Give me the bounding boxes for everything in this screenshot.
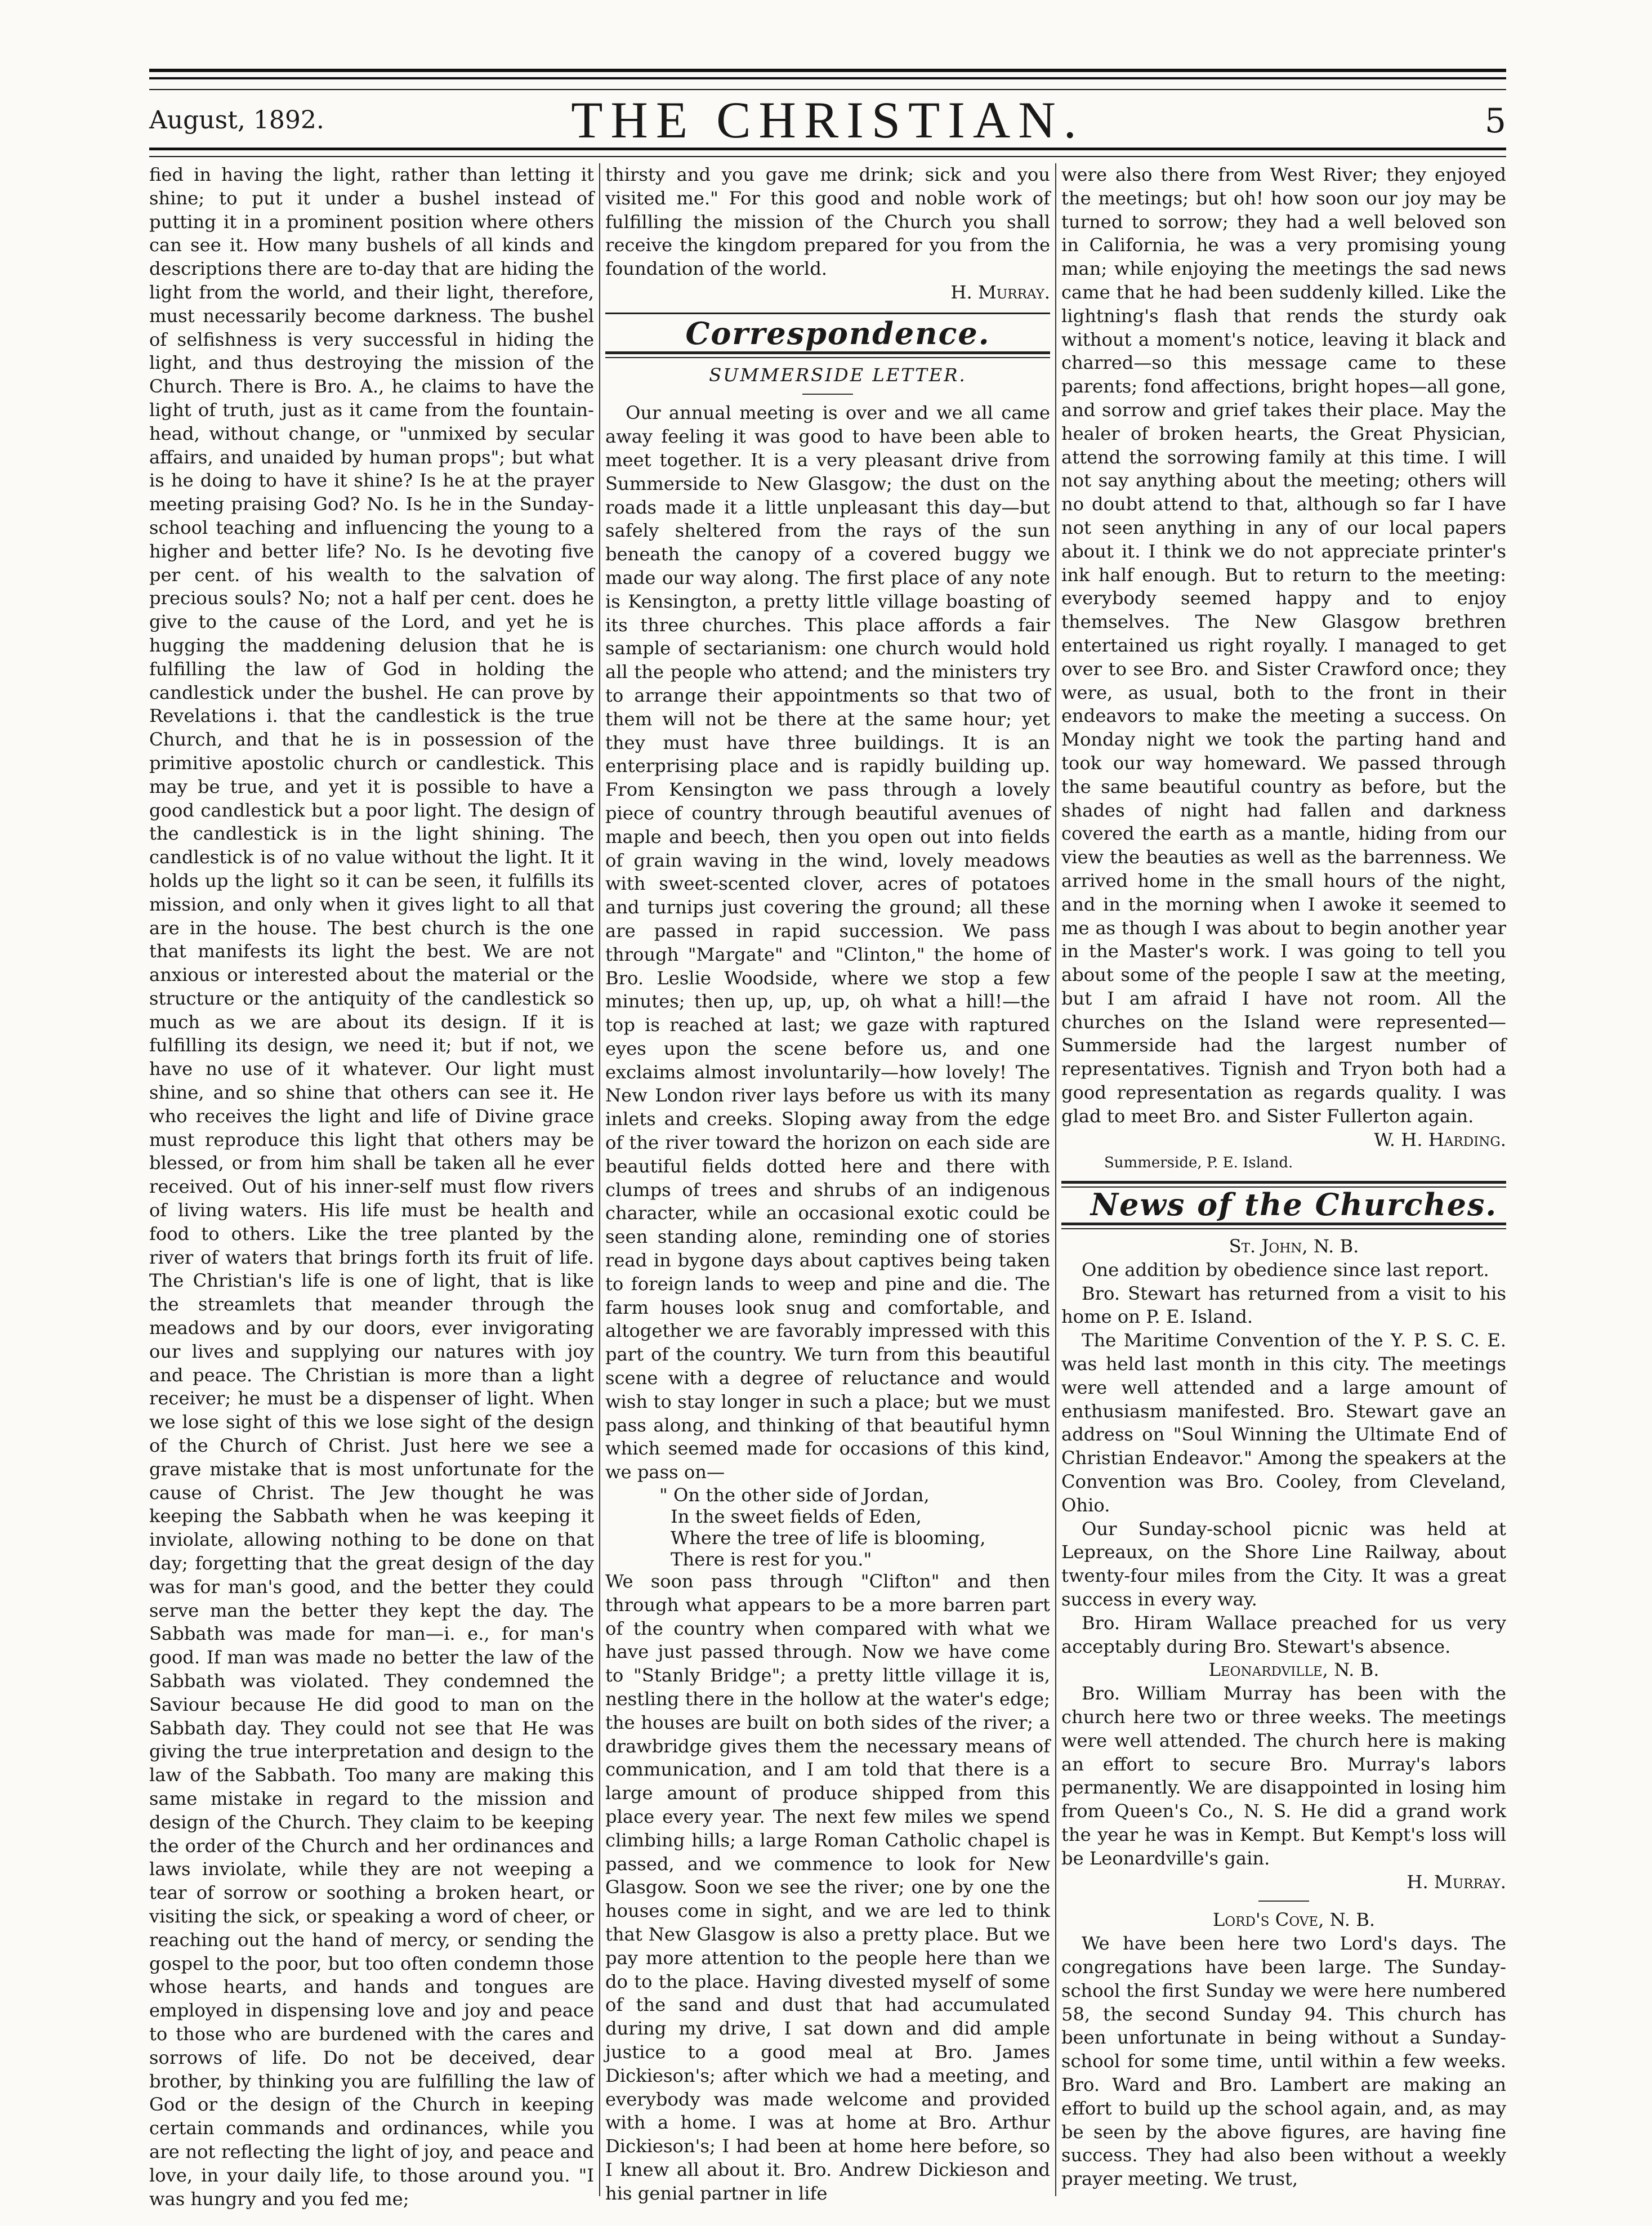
poem-line: Where the tree of life is blooming, — [671, 1527, 986, 1549]
divider — [605, 351, 1050, 358]
author-signature: H. Murray. — [1407, 1871, 1506, 1893]
section-heading-correspondence: Correspondence. — [685, 315, 990, 351]
column-1 — [149, 163, 594, 2210]
section-heading-news: News of the Churches. — [1090, 1186, 1498, 1223]
news-paragraph: Bro. William Murray has been with the church here two or three weeks. The meetings were well attended. The church here is making an effort to secure Bro. Murray's labors permanently. We are disappointed in losing him from Queen's Co., N. S. He did a grand work the year he was in Kempt. But Kempt's loss will be Leonardville's gain. — [1061, 1683, 1506, 1869]
news-paragraph: We have been here two Lord's days. The congregations have been large. The Sunday-school the first Sunday we were here numbered 58, the second Sunday 94. This church has been unfortunate in being without a Sunday-school for some time, until within a few weeks. Bro. Ward and Bro. Lambert are making an effort to build up the school again, and, as may be seen by the above figures, are having fine success. They had also been without a weekly prayer meeting. We trust, — [1061, 1933, 1506, 2190]
article-paragraph: thirsty and you gave me drink; sick and you visited me." For this good and noble work of fulfilling the mission of the Church you shall receive the kingdom prepared for you from the foundation of the world. — [605, 164, 1050, 280]
top-rule — [149, 69, 1506, 90]
location-heading: Lord's Cove, N. B. — [1212, 1909, 1376, 1931]
issue-date: August, 1892. — [149, 106, 324, 135]
short-divider — [1258, 1901, 1309, 1902]
news-paragraph: Our Sunday-school picnic was held at Lepreaux, on the Shore Line Railway, about twenty-four miles from the City. It was a great success in every way. — [1061, 1518, 1506, 1611]
letter-title: SUMMERSIDE LETTER. — [709, 364, 967, 386]
hymn-quote — [639, 1484, 1050, 1570]
article-paragraph: fied in having the light, rather than letting it shine; to put it under a bushel instead of putting it in a prominent position where others can see it. How many bushels of all kinds and descriptions there are to-day that are hiding the light from the world, and their light, therefore, must necessarily become darkness. The bushel of selfishness is very successful in hiding the light, and thus destroying the mission of the Church. There is Bro. A., he claims to have the light of truth, just as it came from the fountain-head, without change, or "unmixed by secular affairs, and unaided by human props"; but what is he doing to have it shine? Is he at the prayer meeting praising God? No. Is he in the Sunday-school teaching and influencing the young to a higher and better life? No. Is he devoting five per cent. of his wealth to the salvation of precious souls? No; not a half per cent. does he give to the cause of the Lord, and yet he is hugging the maddening delusion that he is fulfilling the law of God in holding the candlestick under the bushel. He can prove by Revelations i. that the candlestick is the true Church, and that he is in possession of the primitive apostolic church or candlestick. This may be true, and yet it is possible to have a good candlestick but a poor light. The design of the candlestick is in the light shining. The candlestick is of no value without the light. It it holds up the light so it can be seen, it fulfills its mission, and only when it gives light to all that are in the house. The best church is the one that manifests its light the best. We are not anxious or interested about the material or the structure or the antiquity of the candlestick so much as we are about its design. If it is fulfilling its design, we need it; but if not, we have no use of it whatever. Our light must shine, and so shine that others can see it. He who receives the light and life of Divine grace must reproduce this light that others may be blessed, or from him shall be taken all he ever received. Out of his inner-self must flow rivers of living waters. His life must be health and food to others. Like the tree planted by the river of waters that brings forth its fruit of life. The Christian's life is one of light, that is like the streamlets that meander through the meadows and by our doors, ever invigorating our lives and supplying our natures with joy and peace. The Christian is more than a light receiver; he must be a dispenser of light. When we lose sight of this we lose sight of the design of the Church of Christ. Just here we see a grave mistake that is most unfortunate for the cause of Christ. The Jew thought he was keeping the Sabbath when he was keeping it inviolate, allowing nothing to be done on that day; forgetting that the great design of the day was for man's good, and the better they could serve man the better they kept the day. The Sabbath was made for man—i. e., for man's good. If man was made no better the law of the Sabbath was violated. They condemned the Saviour because He did good to man on the Sabbath day. They could not see that He was giving the true interpretation and design to the law of the Sabbath. Too many are making this same mistake in regard to the mission and design of the Church. They claim to be keeping the order of the Church and her ordinances and laws inviolate, while they are not weeping a tear of sorrow or soothing a broken heart, or visiting the sick, or speaking a word of cheer, or reaching out the hand of mercy, or sending the gospel to the poor, but too often condemn those whose hearts, and hands and tongues are employed in dispensing love and joy and peace to those who are burdened with the cares and sorrows of life. Do not be deceived, dear brother, by thinking you are fulfilling the law of God or the design of the Church in keeping certain commands and ordinances, while you are not reflecting the light of joy, and peace and love, in your daily life, to those around you. "I was hungry and you fed me; — [149, 164, 594, 2210]
news-paragraph: The Maritime Convention of the Y. P. S. C. E. was held last month in this city. The meetings were well attended and a large amount of enthusiasm manifested. Bro. Stewart gave an address on "Soul Winning the Ultimate End of Christian Endeavor." Among the speakers at the Convention was Bro. Cooley, from Cleveland, Ohio. — [1061, 1330, 1506, 1516]
author-signature: H. Murray. — [950, 281, 1050, 303]
location-heading: St. John, N. B. — [1229, 1235, 1359, 1257]
column-divider — [599, 163, 600, 2196]
page-number: 5 — [1484, 101, 1506, 141]
news-paragraph: Bro. Hiram Wallace preached for us very acceptably during Bro. Stewart's absence. — [1061, 1612, 1506, 1657]
column-divider — [1055, 163, 1056, 2196]
divider — [1061, 1223, 1506, 1229]
article-paragraph: We soon pass through "Clifton" and then through what appears to be a more barren part of the country when compared with what we have just passed through. Now we have come to "Stanly Bridge"; a pretty little village it is, nestling there in the hollow at the water's edge; the houses are built on both sides of the river; a drawbridge gives them the necessary means of communication, and I am told that there is a large amount of produce shipped from this place every year. The next few miles we spend climbing hills; a large Roman Catholic chapel is passed, and we commence to look for New Glasgow. Soon we see the river; one by one the houses come in sight, and we are led to think that New Glasgow is also a pretty place. But we pay more attention to the people here than we do to the place. Having divested myself of some of the sand and dust that had accumulated during my drive, I sat down and did ample justice to a good meal at Bro. James Dickieson's; after which we had a meeting, and everybody was made welcome and provided with a home. I was at home at Bro. Arthur Dickieson's; I had been at home here before, so I knew all about it. Bro. Andrew Dickieson and his genial partner in life — [605, 1571, 1050, 2204]
poem-line: In the sweet fields of Eden, — [671, 1506, 922, 1528]
poem-line: There is rest for you." — [671, 1549, 872, 1571]
newspaper-title: THE CHRISTIAN. — [571, 91, 1084, 149]
dateline-place: Summerside, P. E. Island. — [1104, 1154, 1293, 1172]
location-heading: Leonardville, N. B. — [1208, 1659, 1379, 1681]
column-2 — [605, 163, 1050, 2204]
masthead — [149, 90, 1506, 152]
short-divider — [802, 394, 853, 395]
news-paragraph: Bro. Stewart has returned from a visit to his home on P. E. Island. — [1061, 1282, 1506, 1328]
article-paragraph: were also there from West River; they enjoyed the meetings; but oh! how soon our joy may be turned to sorrow; they had a well beloved son in California, he was a very promising young man; while enjoying the meetings the sad news came that he had been suddenly killed. Like the lightning's flash that rends the sturdy oak without a moment's notice, leaving it black and charred—so this message came to these parents; fond affections, bright hopes—all gone, and sorrow and grief takes their place. May the healer of broken hearts, the Great Physician, attend the sorrowing family at this time. I will not say anything about the meeting; others will no doubt attend to that, although so far I have not seen anything in any of our local papers about it. I think we do not appreciate printer's ink half enough. But to return to the meeting: everybody seemed happy and to enjoy themselves. The New Glasgow brethren entertained us right royally. I managed to get over to see Bro. and Sister Crawford once; they were, as usual, both to the front in their endeavors to make the meeting a success. On Monday night we took the parting hand and took our way homeward. We passed through the same beautiful country as before, but the shades of night had fallen and darkness covered the earth as a mantle, hiding from our view the beauties as well as the barrenness. We arrived home in the small hours of the night, and in the morning when I awoke it seemed to me as though I was about to begin another year in the Master's work. I was going to tell you about some of the people I saw at the meeting, but I am afraid I have not room. All the churches on the Island were represented—Summerside had the largest number of representatives. Tignish and Tryon both had a good representation as regards quality. I was glad to meet Bro. and Sister Fullerton again. — [1061, 164, 1506, 1127]
article-paragraph: Our annual meeting is over and we all came away feeling it was good to have been able to meet together. It is a very pleasant drive from Summerside to New Glasgow; the dust on the roads made it a little unpleasant this day—but safely sheltered from the rays of the sun beneath the canopy of a covered buggy we made our way along. The first place of any note is Kensington, a pretty little village boasting of its three churches. This place affords a fair sample of sectarianism: one church would hold all the people who attend; and the ministers try to arrange their appointments so that two of them will not be there at the same hour; yet they must have three buildings. It is an enterprising place and is rapidly building up. From Kensington we pass through a lovely piece of country through beautiful avenues of maple and beech, then you open out into fields of grain waving in the wind, lovely meadows with sweet-scented clover, acres of potatoes and turnips just covering the ground; all these are passed in rapid succession. We pass through "Margate" and "Clinton," the home of Bro. Leslie Woodside, where we stop a few minutes; then up, up, up, oh what a hill!—the top is reached at last; we gaze with raptured eyes upon the scene before us, and one exclaims almost involuntarily—how lovely! The New London river lays before us with its many inlets and creeks. Sloping away from the edge of the river toward the horizon on each side are beautiful fields dotted here and there with clumps of trees and shrubs of an indigenous character, while an occasional exotic could be seen standing alone, reminding one of stories read in bygone days about captives being taken to foreign lands to weep and pine and die. The farm houses look snug and comfortable, and altogether we are favorably impressed with this part of the country. We turn from this beautiful scene with a degree of reluctance and would wish to stay longer in such a place; but we must pass along, and thinking of that beautiful hymn which seemed made for occasions of this kind, we pass on— — [605, 402, 1050, 1483]
news-paragraph: One addition by obedience since last report. — [1082, 1259, 1489, 1281]
column-3 — [1061, 163, 1506, 2191]
newspaper-page — [149, 0, 1506, 2226]
author-signature: W. H. Harding. — [1374, 1128, 1506, 1150]
divider — [605, 313, 1050, 314]
masthead-rule — [149, 148, 1506, 157]
poem-line: " On the other side of Jordan, — [659, 1484, 930, 1506]
